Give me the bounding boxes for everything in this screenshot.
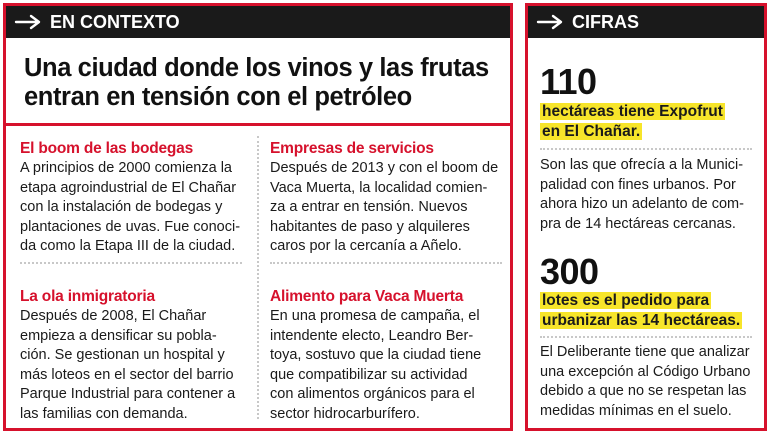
headline-divider xyxy=(6,123,510,126)
column-divider xyxy=(257,136,259,419)
figure-text xyxy=(540,156,758,234)
text-line: da como la Etapa III de la ciudad. xyxy=(20,238,236,254)
text-line: Vaca Muerta, la localidad comien- xyxy=(270,179,488,196)
text-line: debido a que no se respetan las xyxy=(540,383,747,399)
text-line: Después de 2013 y con el boom de xyxy=(270,160,499,176)
block-title: Empresas de servicios xyxy=(270,140,434,157)
text-line: con alimentos orgánicos para el xyxy=(270,386,475,402)
figure-divider xyxy=(540,148,752,150)
block-servicios xyxy=(270,140,500,257)
highlight-line: lotes es el pedido para xyxy=(542,292,710,309)
text-line: intendente electo, Leandro Ber- xyxy=(270,327,474,344)
text-line: más loteos en el sector del barrio xyxy=(20,366,234,383)
headline-line-1: Una ciudad donde los vinos y las frutas xyxy=(24,54,489,82)
row-divider-right xyxy=(270,262,502,264)
highlight-line: en El Chañar. xyxy=(542,123,641,140)
arrow-right-icon xyxy=(532,6,568,38)
block-inmigratoria xyxy=(20,288,250,424)
highlight-line: urbanizar las 14 hectáreas. xyxy=(542,312,741,329)
text-line: palidad con fines urbanos. Por xyxy=(540,176,736,193)
highlight-line: hectáreas tiene Expofrut xyxy=(542,103,723,120)
figures-panel xyxy=(525,3,767,431)
text-line: que compatibilizar su actividad xyxy=(270,366,468,383)
block-text xyxy=(20,307,250,424)
figure-text xyxy=(540,343,758,421)
text-line: pra de 14 hectáreas cercanas. xyxy=(540,215,736,232)
text-line: za a entrar en tensión. Nuevos xyxy=(270,199,468,215)
text-line: A principios de 2000 comienza la xyxy=(20,160,232,176)
block-title: El boom de las bodegas xyxy=(20,140,194,157)
row-divider-left xyxy=(20,262,242,264)
text-line: con la instalación de bodegas y xyxy=(20,199,223,215)
figures-header-bar xyxy=(528,6,764,38)
headline-line-2: entran en tensión con el petróleo xyxy=(24,83,412,111)
text-line: caros por la cercanía a Añelo. xyxy=(270,238,462,254)
figure-highlight xyxy=(540,102,762,142)
text-line: una excepción al Código Urbano xyxy=(540,363,751,380)
text-line: ción. Se gestionan un hospital y xyxy=(20,347,225,363)
text-line: El Deliberante tiene que analizar xyxy=(540,344,750,360)
text-line: ahora hizo un adelanto de com- xyxy=(540,196,744,212)
block-text xyxy=(20,159,250,257)
text-line: las familias con demanda. xyxy=(20,405,188,422)
context-section-label: EN CONTEXTO xyxy=(50,11,180,32)
text-line: etapa agroindustrial de El Chañar xyxy=(20,179,237,196)
text-line: Después de 2008, El Chañar xyxy=(20,308,207,324)
text-line: En una promesa de campaña, el xyxy=(270,308,480,324)
block-title: La ola inmigratoria xyxy=(20,288,155,305)
block-text xyxy=(270,159,500,257)
block-vaca-muerta xyxy=(270,288,500,424)
figures-section-label: CIFRAS xyxy=(572,11,639,32)
arrow-right-icon xyxy=(10,6,46,38)
figure-highlight xyxy=(540,291,762,331)
headline xyxy=(24,54,504,112)
context-panel xyxy=(3,3,513,431)
text-line: sector hidrocarburífero. xyxy=(270,405,420,422)
text-line: empieza a densificar su pobla- xyxy=(20,327,217,344)
block-text xyxy=(270,307,500,424)
text-line: Son las que ofrecía a la Munici- xyxy=(540,157,744,173)
figure-number: 300 xyxy=(540,251,599,292)
text-line: medidas mínimas en el suelo. xyxy=(540,402,732,419)
text-line: Parque Industrial para contener a xyxy=(20,386,236,402)
text-line: plantaciones de uvas. Fue conoci- xyxy=(20,218,241,235)
block-title: Alimento para Vaca Muerta xyxy=(270,288,464,305)
text-line: habitantes de paso y alquileres xyxy=(270,218,470,235)
figure-number: 110 xyxy=(540,61,597,102)
text-line: toya, sostuvo que la ciudad tiene xyxy=(270,347,482,363)
figure-divider xyxy=(540,336,752,338)
block-bodegas xyxy=(20,140,250,257)
context-header-bar xyxy=(6,6,510,38)
